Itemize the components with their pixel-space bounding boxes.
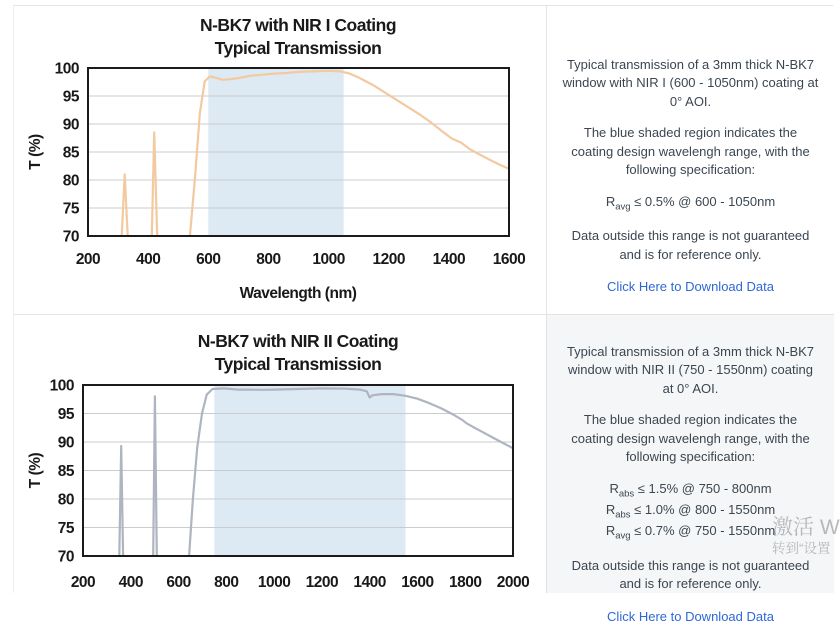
svg-text:95: 95 xyxy=(62,88,79,106)
svg-text:1200: 1200 xyxy=(372,251,405,268)
description-panel-nir1 xyxy=(546,6,834,314)
svg-text:75: 75 xyxy=(62,200,79,218)
svg-text:Typical Transmission: Typical Transmission xyxy=(214,354,382,374)
svg-text:200: 200 xyxy=(70,574,96,591)
svg-text:1400: 1400 xyxy=(353,574,386,591)
panel-band-text: The blue shaded region indicates the coating design wavelengh range, with the following specification: xyxy=(571,412,810,465)
spec-line: $R_{avg} \le 0.7\%$ @ 750 - 1550nm xyxy=(605,523,776,543)
svg-text:100: 100 xyxy=(49,377,74,395)
spec-line: $R_{abs} \le 1.0\%$ @ 800 - 1550nm xyxy=(605,502,776,521)
svg-text:N-BK7 with NIR I Coating: N-BK7 with NIR I Coating xyxy=(199,15,397,35)
download-data-link[interactable]: Click Here to Download Data xyxy=(607,278,774,294)
activate-windows-watermark-line1: 激活 W xyxy=(772,516,840,539)
svg-text:1600: 1600 xyxy=(401,574,434,591)
svg-text:800: 800 xyxy=(256,251,281,268)
svg-text:T (%): T (%) xyxy=(27,452,44,489)
panel-disclaimer-text: Data outside this range is not guaranteed and is for reference only. xyxy=(571,557,810,592)
svg-text:Wavelength (nm): Wavelength (nm) xyxy=(239,285,357,302)
svg-text:70: 70 xyxy=(57,548,74,566)
svg-text:Typical Transmission: Typical Transmission xyxy=(214,38,382,58)
panel-disclaimer-text: Data outside this range is not guaranteed and is for reference only. xyxy=(571,228,810,262)
svg-text:95: 95 xyxy=(57,406,74,423)
panel-band-text: The blue shaded region indicates the coating design wavelengh range, with the following specification: xyxy=(571,125,810,178)
svg-text:90: 90 xyxy=(62,116,79,134)
svg-text:1000: 1000 xyxy=(257,574,291,591)
svg-text:1400: 1400 xyxy=(432,251,466,268)
svg-text:400: 400 xyxy=(135,251,161,268)
download-data-link[interactable]: Click Here to Download Data xyxy=(607,608,774,624)
svg-text:200: 200 xyxy=(75,251,101,268)
svg-text:70: 70 xyxy=(62,228,79,246)
svg-text:75: 75 xyxy=(57,520,74,537)
svg-text:80: 80 xyxy=(57,491,74,509)
svg-text:600: 600 xyxy=(196,251,221,268)
svg-text:85: 85 xyxy=(57,463,74,480)
panel-intro-text: Typical transmission of a 3mm thick N-BK7 window with NIR I (600 - 1050nm) coating at 0° AOI. xyxy=(562,57,819,109)
svg-text:1000: 1000 xyxy=(312,251,345,268)
spec-list xyxy=(562,193,819,214)
svg-text:T (%): T (%) xyxy=(27,134,44,170)
row-nir2 xyxy=(14,314,834,624)
svg-text:600: 600 xyxy=(166,574,191,591)
activate-windows-watermark-line2: 转到“设置 xyxy=(772,541,831,556)
nir2-transmission-chart xyxy=(14,315,546,594)
svg-text:85: 85 xyxy=(62,144,79,162)
svg-text:90: 90 xyxy=(57,434,74,452)
row-nir1 xyxy=(14,6,834,314)
content-frame xyxy=(13,5,833,624)
svg-text:1800: 1800 xyxy=(448,574,482,591)
svg-text:80: 80 xyxy=(62,172,79,190)
nir1-transmission-chart xyxy=(14,6,546,314)
svg-text:N-BK7 with NIR II Coating: N-BK7 with NIR II Coating xyxy=(197,331,399,351)
panel-intro-text: Typical transmission of a 3mm thick N-BK7 window with NIR II (750 - 1550nm) coating at 0° AOI. xyxy=(566,344,815,396)
svg-text:400: 400 xyxy=(118,574,143,591)
svg-text:100: 100 xyxy=(54,60,79,78)
spec-line: $R_{abs} \le 1.5\%$ @ 750 - 800nm xyxy=(609,480,772,500)
chart-cell-nir2 xyxy=(14,315,546,593)
spec-line: $R_{avg} \le 0.5\%$ @ 600 - 1050nm xyxy=(605,193,776,213)
chart-cell-nir1 xyxy=(14,6,546,314)
svg-text:2000: 2000 xyxy=(496,574,530,591)
svg-text:1200: 1200 xyxy=(305,574,339,591)
svg-text:800: 800 xyxy=(214,574,239,591)
svg-text:1600: 1600 xyxy=(492,251,526,268)
